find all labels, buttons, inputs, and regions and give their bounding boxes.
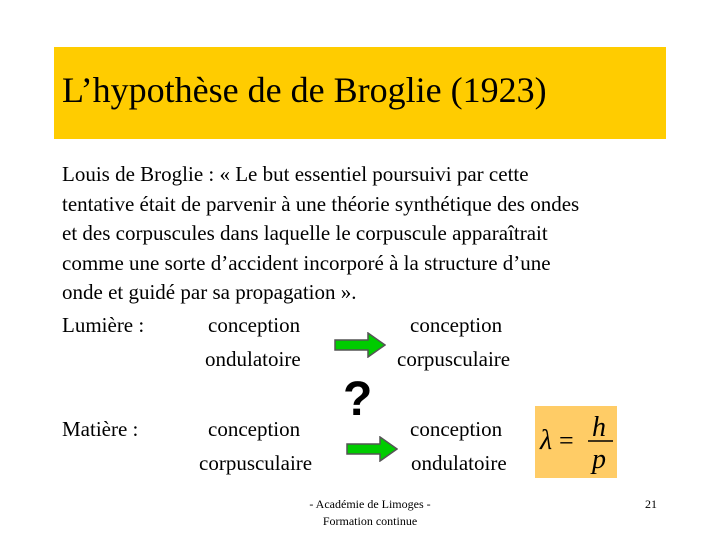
formula-denominator: p xyxy=(592,444,606,475)
quote-line: onde et guidé par sa propagation ». xyxy=(62,280,357,304)
title-bar xyxy=(54,47,666,139)
question-mark: ? xyxy=(343,373,373,426)
page-number: 21 xyxy=(645,497,657,511)
formula-numerator: h xyxy=(592,412,606,443)
footer-line1: - Académie de Limoges - xyxy=(309,497,431,511)
footer xyxy=(270,496,470,530)
matiere-from-line1: conception xyxy=(208,417,301,441)
matiere-to-line2: ondulatoire xyxy=(411,451,507,475)
matiere-from-line2: corpusculaire xyxy=(199,451,313,475)
quote-line: Louis de Broglie : « Le but essentiel poursuivi par cette xyxy=(62,162,529,186)
lumiere-from-line1: conception xyxy=(208,313,301,337)
quote-line: comme une sorte d’accident incorporé à la structure d’une xyxy=(62,250,551,275)
arrow-right-icon xyxy=(334,332,386,358)
footer-line2: Formation continue xyxy=(322,514,418,528)
quote-text xyxy=(62,160,662,308)
formula-lambda: λ xyxy=(540,425,553,456)
formula-equals: = xyxy=(559,426,574,455)
quote-line: tentative était de parvenir à une théorie synthétique des ondes xyxy=(62,191,580,216)
slide-title: L’hypothèse de de Broglie (1923) xyxy=(62,70,547,110)
lumiere-from-line2: ondulatoire xyxy=(205,347,301,371)
quote-line: et des corpuscules dans laquelle le corpuscule apparaîtrait xyxy=(62,221,548,245)
matiere-to-line1: conception xyxy=(410,417,503,441)
lumiere-to-line2: corpusculaire xyxy=(397,347,511,371)
lumiere-to-line1: conception xyxy=(410,313,503,337)
de-broglie-formula xyxy=(535,406,617,478)
matiere-label: Matière : xyxy=(62,417,139,441)
lumiere-label: Lumière : xyxy=(62,313,145,337)
arrow-right-icon xyxy=(346,436,398,462)
